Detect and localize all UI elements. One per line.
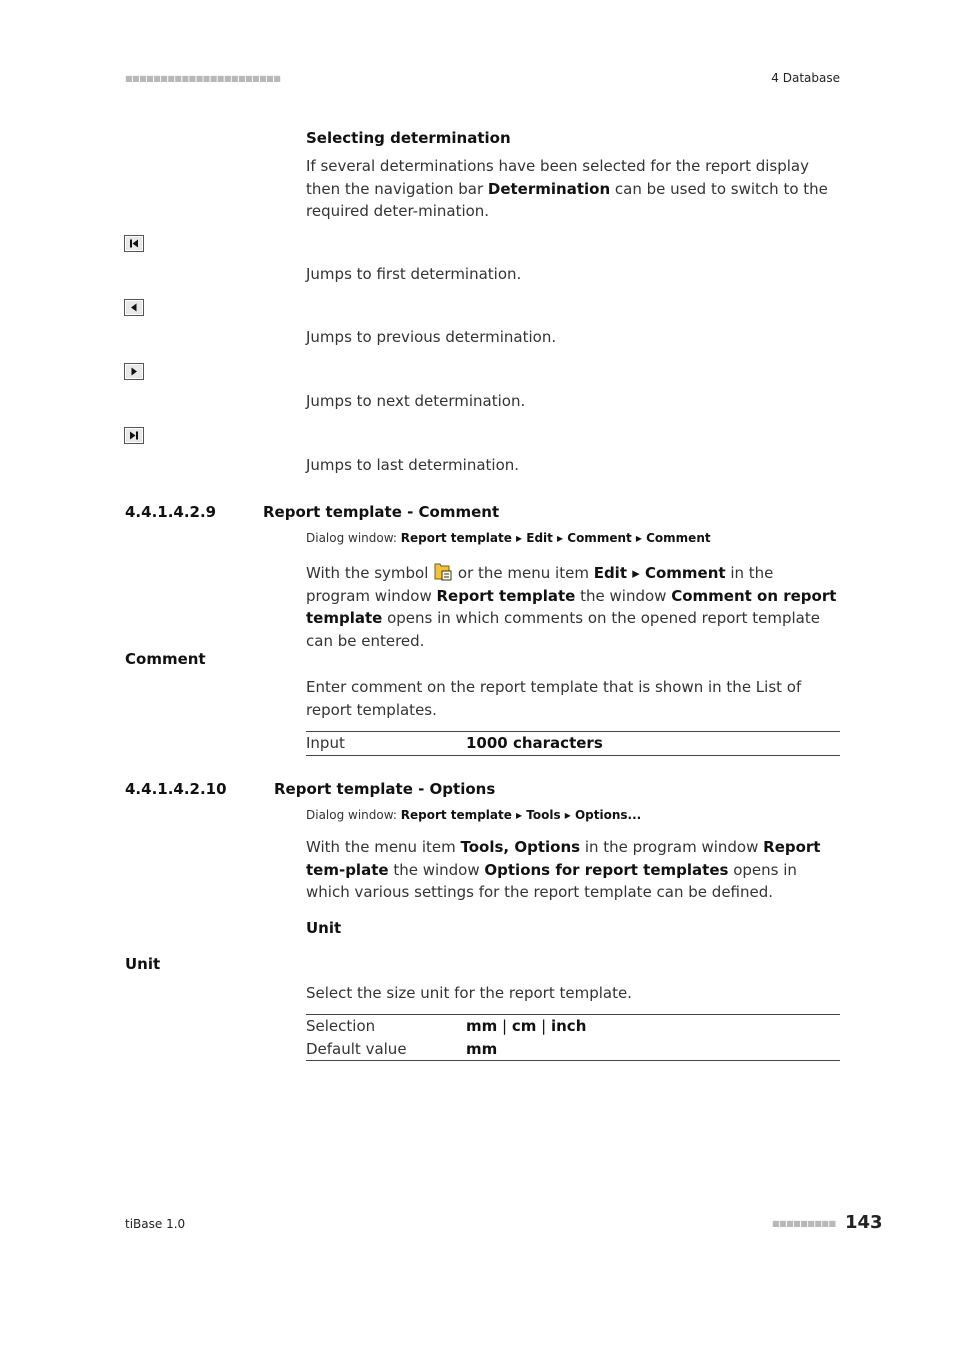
- table-row: [306, 1015, 840, 1038]
- table-row: [306, 732, 840, 755]
- product-name: tiBase 1.0: [125, 1217, 186, 1231]
- selecting-heading: Selecting determination: [306, 129, 511, 147]
- section-title: Report template - Options: [274, 780, 496, 798]
- footer-decoration: ■■■■■■■■■: [772, 1219, 836, 1228]
- first-determination-icon[interactable]: [124, 235, 144, 252]
- options-description: With the menu item Tools, Options in the program window Report tem-plate the window Options for report templates opens in which various settings for the report template can be defined.: [306, 838, 821, 901]
- selection-key: Selection: [306, 1017, 376, 1035]
- dialog-path: Dialog window: Report template ▸ Tools ▸ Options...: [306, 808, 642, 822]
- section-title: Report template - Comment: [263, 503, 500, 521]
- previous-determination-icon[interactable]: [124, 299, 144, 316]
- next-determination-icon[interactable]: [124, 363, 144, 380]
- default-value: mm: [466, 1039, 498, 1058]
- header-decoration: ■■■■■■■■■■■■■■■■■■■■■■: [125, 74, 281, 83]
- comment-parameter-table: [306, 731, 840, 756]
- comment-icon: [433, 563, 453, 581]
- unit-parameter-label: Unit: [125, 955, 161, 973]
- input-value: 1000 characters: [466, 734, 603, 752]
- unit-parameter-table: [306, 1014, 840, 1061]
- chapter-title: 4 Database: [771, 71, 840, 85]
- selection-values: mm | cm | inch: [466, 1017, 587, 1035]
- last-determination-text: Jumps to last determination.: [306, 456, 520, 474]
- dialog-path: Dialog window: Report template ▸ Edit ▸ Comment ▸ Comment: [306, 531, 711, 545]
- section-number: 4.4.1.4.2.9: [125, 503, 217, 521]
- input-key: Input: [306, 734, 345, 752]
- default-key: Default value: [306, 1039, 407, 1058]
- next-determination-text: Jumps to next determination.: [306, 392, 526, 410]
- comment-parameter-description: Enter comment on the report template that is shown in the List of report templates.: [306, 678, 802, 719]
- last-determination-icon[interactable]: [124, 427, 144, 444]
- unit-heading: Unit: [306, 919, 342, 937]
- section-number: 4.4.1.4.2.10: [125, 780, 227, 798]
- table-row: [306, 1038, 840, 1061]
- previous-determination-text: Jumps to previous determination.: [306, 328, 557, 346]
- comment-description: With the symbol or the menu item Edit ▸ Comment in the program window Report template the window Comment on report template opens in which comments on the opened report template can be entered.: [306, 564, 837, 650]
- first-determination-text: Jumps to first determination.: [306, 265, 522, 283]
- page-number: 143: [845, 1212, 883, 1233]
- unit-parameter-description: Select the size unit for the report template.: [306, 984, 632, 1002]
- selecting-intro: If several determinations have been selected for the report display then the navigation bar Determination can be used to switch to the required deter-mination.: [306, 157, 828, 220]
- comment-parameter-label: Comment: [125, 650, 206, 668]
